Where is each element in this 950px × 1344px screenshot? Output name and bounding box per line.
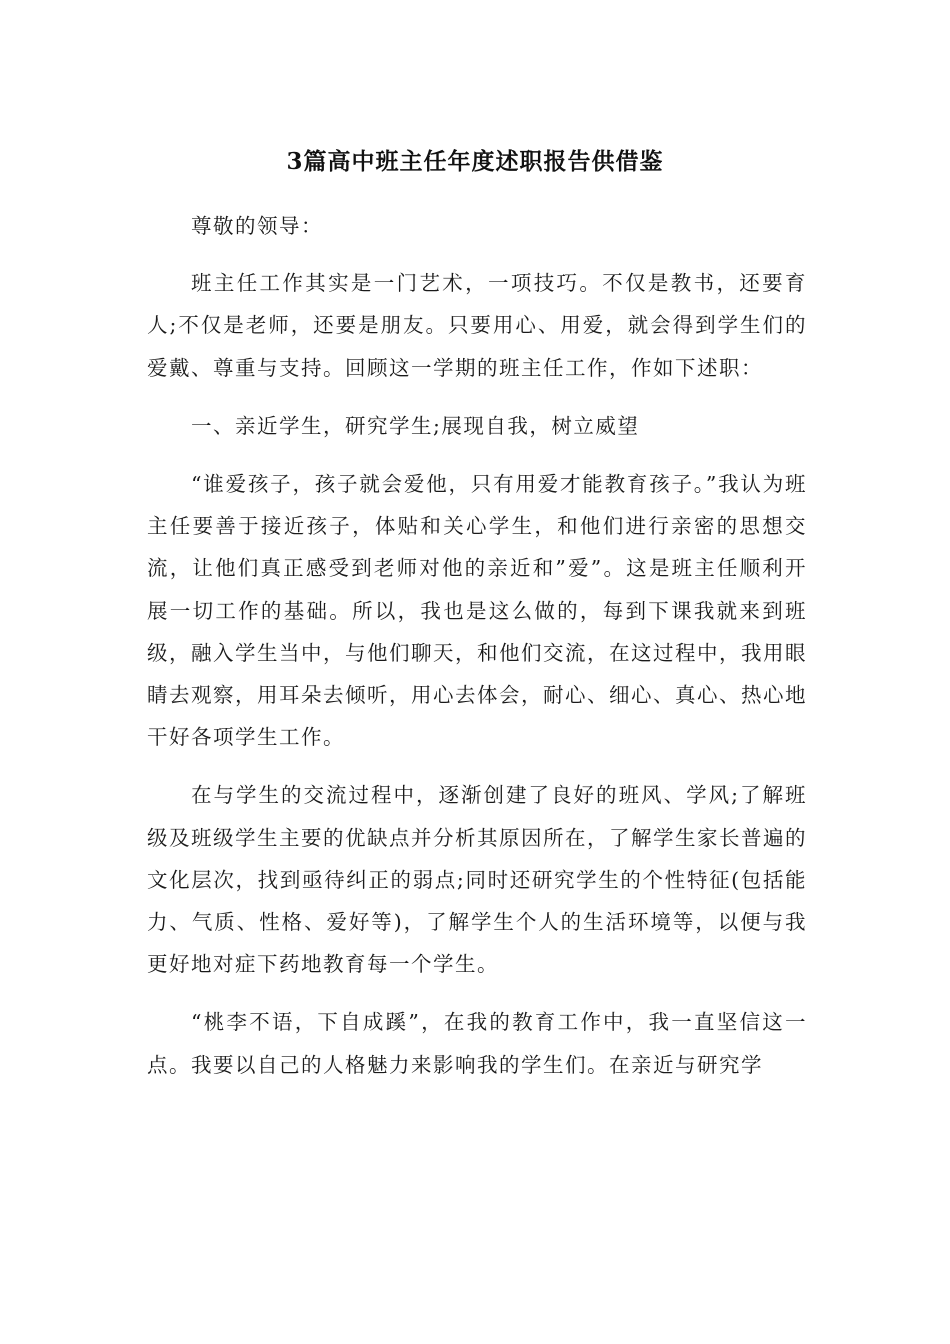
paragraph-intro: 班主任工作其实是一门艺术，一项技巧。不仅是教书，还要育人;不仅是老师，还要是朋友。只要用心、用爱，就会得到学生们的爱戴、尊重与支持。回顾这一学期的班主任工作，作如下述职：: [147, 271, 807, 380]
document-title: 3篇高中班主任年度述职报告供借鉴: [286, 148, 664, 175]
salutation: 尊敬的领导：: [191, 214, 323, 238]
paragraph-personal-charm: “桃李不语，下自成蹊”，在我的教育工作中，我一直坚信这一点。我要以自己的人格魅力来影响我的学生们。在亲近与研究学: [147, 1010, 807, 1077]
paragraph-communication: 在与学生的交流过程中，逐渐创建了良好的班风、学风;了解班级及班级学生主要的优缺点并分析其原因所在，了解学生家长普遍的文化层次，找到亟待纠正的弱点;同时还研究学生的个性特征(包括能力、气质、性格、爱好等)，了解学生个人的生活环境等，以便与我更好地对症下药地教育每一个学生。: [147, 783, 807, 977]
document-body: [147, 205, 807, 1102]
section-heading-1: 一、亲近学生，研究学生;展现自我，树立威望: [191, 413, 640, 438]
paragraph-love-children: “谁爱孩子，孩子就会爱他，只有用爱才能教育孩子。”我认为班主任要善于接近孩子，体贴和关心学生，和他们进行亲密的思想交流，让他们真正感受到老师对他的亲近和”爱”。这是班主任顺利开展一切工作的基础。所以，我也是这么做的，每到下课我就来到班级，融入学生当中，与他们聊天，和他们交流，在这过程中，我用眼睛去观察，用耳朵去倾听，用心去体会，耐心、细心、真心、热心地干好各项学生工作。: [147, 472, 807, 750]
